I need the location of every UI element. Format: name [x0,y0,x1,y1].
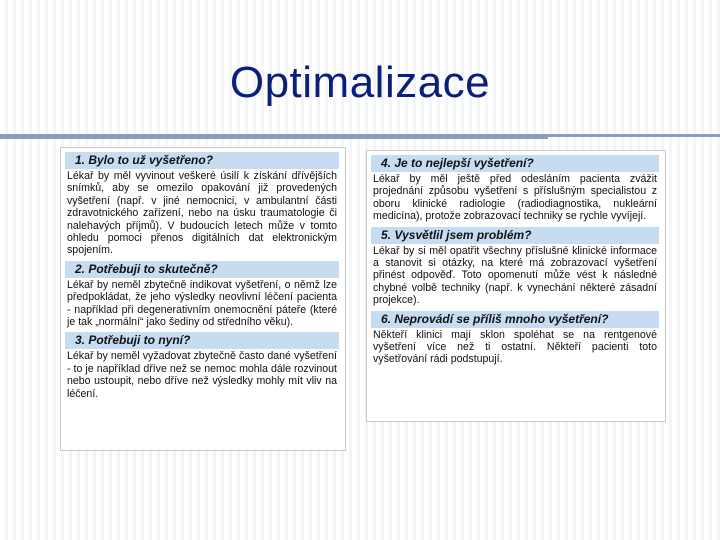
section-body: Někteří klinici mají sklon spoléhat se na rentgenové vyšetření více než ti ostatní. Někteří pacienti toto vyšetřování rádi podstupují. [373,328,657,366]
section-body: Lékař by měl vyvinout veškeré úsilí k získání dřívějších snímků, aby se omezilo opakování již provedených vyšetření (např. v jiné nemocnici, v ambulantní části zdravotnického zařízení, nebo na úsku traumatologie či nalehavých příjmů). V budoucích letech může v tomto ohledu pomoci přenos digitálních dat elektronickým spojením. [67,170,337,257]
section-heading: 6. Neprovádí se příliš mnoho vyšetření? [371,311,659,328]
section-1 [65,152,339,259]
section-body: Lékař by neměl zbytečně indikovat vyšetření, o němž lze předpokládat, že jeho výsledky neovlivní léčení pacienta - například při degenerativním onemocnění páteře (které je tak „normální“ jako šediny od středního věku). [67,278,337,329]
section-heading: 1. Bylo to už vyšetřeno? [65,152,339,169]
right-text-panel [366,150,666,422]
slide-title: Optimalizace [229,58,491,107]
section-heading: 2. Potřebuji to skutečně? [65,261,339,278]
section-3 [65,332,339,402]
section-4 [371,155,659,225]
section-heading: 3. Potřebuji to nyní? [65,332,339,349]
section-body: Lékař by neměl vyžadovat zbytečně často dané vyšetření - to je například dříve než se nemoc mohla dále rozvinout nebo ustoupit, nebo dříve než výsledky mohly mít vliv na léčení. [67,350,337,400]
title-underline [0,134,548,139]
section-5 [371,227,659,309]
section-body: Lékař by si měl opatřit všechny příslušné klinické informace a stanovit si otázky, na které má zobrazovací vyšetření přinést odpověď. Toto opomenutí může vést k následné chybné volbě techniky (např. k vynechání některé zásadní projekce). [373,244,657,307]
section-body: Lékař by měl ještě před odesláním pacienta zvážit projednání způsobu vyšetření s příslušným specialistou z oboru klinické radiologie (radiodiagnostika, nukleární medicína), protože zobrazovací techniky se rychle vyvíjejí. [373,173,657,223]
left-text-panel [60,147,346,451]
section-6 [371,311,659,368]
section-heading: 5. Vysvětlil jsem problém? [371,227,659,244]
title-underline-thin [548,134,720,137]
section-2 [65,261,339,331]
section-heading: 4. Je to nejlepší vyšetření? [371,155,659,172]
